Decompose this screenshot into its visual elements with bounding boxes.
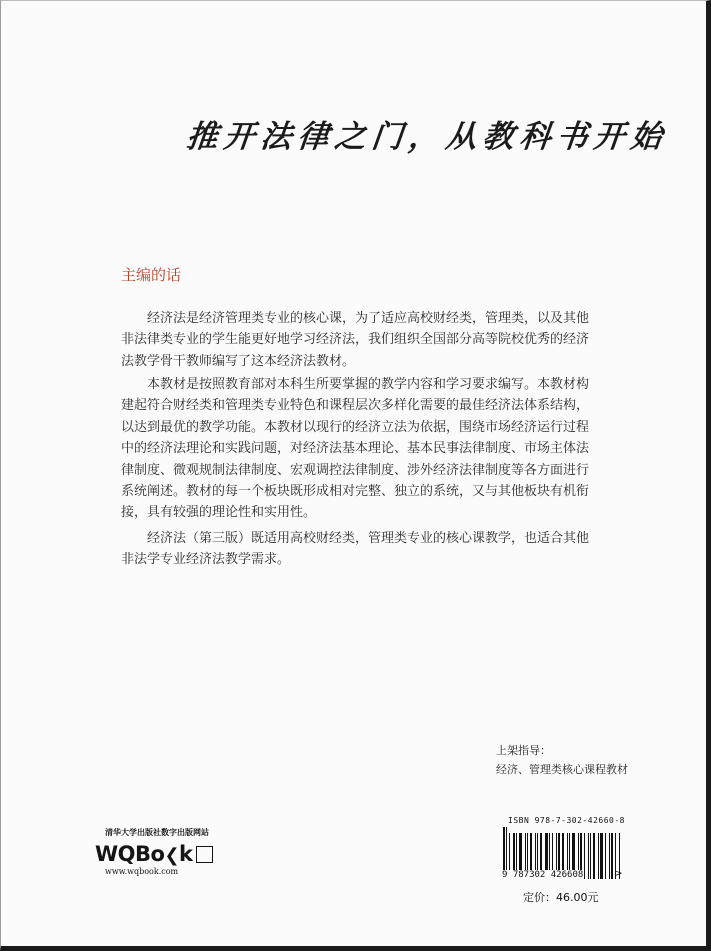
- barcode-bar: [605, 833, 606, 879]
- barcode-bar: [609, 833, 610, 879]
- editor-note-paragraph: 经济法（第三版）既适用高校财经类，管理类专业的核心课教学，也适合其他非法学专业经济法教学需求。: [121, 531, 590, 568]
- cover-slogan: 推开法律之门，从教科书开始: [184, 119, 670, 155]
- barcode-arrow: >: [615, 869, 623, 879]
- price-label: 定价：46.00元: [523, 891, 599, 904]
- logo-seal-icon: [196, 846, 213, 863]
- barcode-bar: [611, 833, 613, 879]
- publisher-website: www.wqbook.com: [105, 867, 179, 876]
- barcode-bar: [598, 833, 599, 879]
- logo-wordmark: WQBo❮k: [95, 842, 193, 866]
- editor-note-heading: 主编的话: [121, 266, 182, 284]
- shelf-guide-value: 经济、管理类核心课程教材: [496, 763, 628, 776]
- isbn-text: ISBN 978-7-302-42660-8: [508, 816, 625, 825]
- shelf-guide-label: 上架指导：: [496, 744, 551, 757]
- barcode-bar: [600, 833, 603, 879]
- editor-note-paragraph: 本教材是按照教育部对本科生所要掌握的教学内容和学习要求编写。本教材构建起符合财经类和管理类专业特色和课程层次多样化需要的最佳经济法体系结构，以达到最优的教学功能。本教材以现行的经济立法为依据，围绕市场经济运行过程中的经济法理论和实践问题，对经济法基本理论、基本民事法律制度、市场主体法律制度、微观规制法律制度、宏观调控法律制度、涉外经济法律制度等各方面进行系统阐述。教材的每一个板块既形成相对完整、独立的系统，又与其他板块有机衔接，具有较强的理论性和实用性。: [121, 377, 590, 521]
- barcode-digits: 9 787302 426608: [502, 870, 584, 880]
- publisher-logo: [95, 842, 213, 866]
- barcode-bar: [590, 833, 591, 879]
- barcode-bar: [588, 833, 589, 879]
- publisher-name: 清华大学出版社数字出版网站: [105, 828, 209, 837]
- barcode-bar: [593, 833, 595, 879]
- editor-note-paragraph: 经济法是经济管理类专业的核心课，为了适应高校财经类，管理类，以及其他非法律类专业的学生能更好地学习经济法，我们组织全国部分高等院校优秀的经济法教学骨干教师编写了这本经济法教材。: [121, 311, 590, 369]
